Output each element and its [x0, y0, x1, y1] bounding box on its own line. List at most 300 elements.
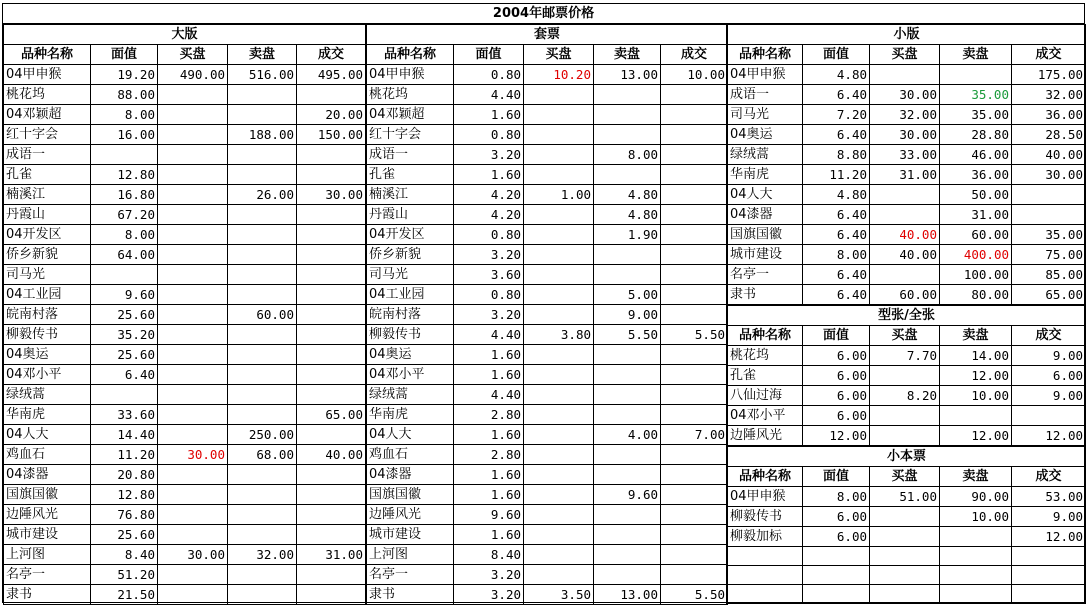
- table-row: [4, 185, 366, 205]
- price-cell: [661, 185, 728, 205]
- price-cell: 67.20: [91, 205, 158, 225]
- price-cell: 31.00: [940, 205, 1012, 225]
- table-row: [367, 545, 728, 565]
- table-row: [367, 205, 728, 225]
- header-row: [367, 45, 728, 65]
- price-cell: [940, 547, 1012, 566]
- price-cell: 30.00: [870, 125, 940, 145]
- item-name-cell: 边陲风光: [728, 426, 803, 446]
- item-name-cell: 华南虎: [4, 405, 91, 425]
- price-cell: 31.00: [297, 545, 366, 565]
- table-row: [367, 305, 728, 325]
- price-cell: [1012, 547, 1086, 566]
- price-cell: [803, 547, 870, 566]
- price-cell: [297, 145, 366, 165]
- price-cell: [297, 285, 366, 305]
- price-cell: 25.60: [91, 525, 158, 545]
- price-cell: 10.00: [940, 507, 1012, 527]
- item-name-cell: 名亭一: [728, 265, 803, 285]
- price-cell: 12.80: [91, 165, 158, 185]
- column-header: 卖盘: [940, 467, 1012, 487]
- price-cell: 0.80: [454, 125, 524, 145]
- price-cell: 5.50: [594, 325, 661, 345]
- price-cell: [594, 525, 661, 545]
- price-cell: 30.00: [158, 545, 228, 565]
- item-name-cell: [728, 585, 803, 604]
- price-cell: [661, 125, 728, 145]
- price-cell: [661, 265, 728, 285]
- price-cell: [524, 505, 594, 525]
- price-cell: 150.00: [297, 125, 366, 145]
- price-cell: [1012, 205, 1086, 225]
- price-cell: [228, 225, 297, 245]
- price-cell: [594, 85, 661, 105]
- price-cell: 8.00: [803, 245, 870, 265]
- price-cell: 60.00: [940, 225, 1012, 245]
- price-cell: [228, 405, 297, 425]
- price-cell: [661, 85, 728, 105]
- table-row: [728, 585, 1086, 604]
- item-name-cell: 司马光: [4, 265, 91, 285]
- price-cell: 13.00: [594, 65, 661, 85]
- price-sheet: [2, 3, 1085, 603]
- table-row: [728, 346, 1086, 366]
- item-name-cell: 04奥运: [367, 345, 454, 365]
- item-name-cell: 国旗国徽: [4, 485, 91, 505]
- price-cell: 3.20: [454, 245, 524, 265]
- item-name-cell: 孔雀: [367, 165, 454, 185]
- price-cell: 3.20: [454, 145, 524, 165]
- price-cell: [158, 345, 228, 365]
- table-row: [728, 426, 1086, 446]
- item-name-cell: 名亭一: [4, 565, 91, 585]
- price-cell: 250.00: [228, 425, 297, 445]
- price-cell: 60.00: [870, 285, 940, 305]
- price-cell: [158, 585, 228, 605]
- table-xiaobenpiao: [727, 446, 1086, 604]
- price-cell: 6.40: [803, 225, 870, 245]
- table-row: [367, 265, 728, 285]
- item-name-cell: 丹霞山: [367, 205, 454, 225]
- price-cell: [594, 165, 661, 185]
- price-cell: [228, 265, 297, 285]
- price-cell: 88.00: [91, 85, 158, 105]
- table-row: [728, 165, 1086, 185]
- price-cell: [594, 505, 661, 525]
- price-cell: 68.00: [228, 445, 297, 465]
- item-name-cell: 04工业园: [367, 285, 454, 305]
- item-name-cell: 成语一: [367, 145, 454, 165]
- price-cell: 8.40: [454, 545, 524, 565]
- price-cell: [228, 85, 297, 105]
- price-cell: [940, 406, 1012, 426]
- price-cell: 5.50: [661, 585, 728, 605]
- price-cell: 14.00: [940, 346, 1012, 366]
- price-cell: [661, 505, 728, 525]
- table-row: [367, 525, 728, 545]
- price-cell: 0.80: [454, 65, 524, 85]
- panel-dab: [3, 24, 365, 605]
- price-cell: 490.00: [158, 65, 228, 85]
- item-name-cell: 司马光: [367, 265, 454, 285]
- price-cell: [158, 565, 228, 585]
- price-cell: [158, 425, 228, 445]
- price-cell: 32.00: [870, 105, 940, 125]
- price-cell: [158, 305, 228, 325]
- table-row: [4, 245, 366, 265]
- price-cell: 8.00: [594, 145, 661, 165]
- table-row: [4, 325, 366, 345]
- item-name-cell: 绿绒蒿: [367, 385, 454, 405]
- item-name-cell: 国旗国徽: [728, 225, 803, 245]
- price-cell: 30.00: [158, 445, 228, 465]
- column-header: 卖盘: [940, 45, 1012, 65]
- price-cell: [524, 525, 594, 545]
- price-cell: [524, 245, 594, 265]
- price-cell: 1.60: [454, 525, 524, 545]
- item-name-cell: 隶书: [367, 585, 454, 605]
- price-cell: 10.00: [940, 386, 1012, 406]
- item-name-cell: 侨乡新貌: [367, 245, 454, 265]
- price-cell: [524, 465, 594, 485]
- item-name-cell: 04邓小平: [728, 406, 803, 426]
- price-cell: [870, 406, 940, 426]
- price-cell: [524, 165, 594, 185]
- price-cell: 75.00: [1012, 245, 1086, 265]
- price-cell: 12.00: [1012, 426, 1086, 446]
- price-cell: 65.00: [297, 405, 366, 425]
- table-row: [4, 505, 366, 525]
- price-cell: 400.00: [940, 245, 1012, 265]
- price-cell: [661, 225, 728, 245]
- price-cell: 6.40: [803, 85, 870, 105]
- price-cell: [870, 265, 940, 285]
- header-row: [728, 467, 1086, 487]
- price-cell: [297, 345, 366, 365]
- price-cell: [661, 165, 728, 185]
- price-cell: [870, 566, 940, 585]
- price-cell: 19.20: [91, 65, 158, 85]
- panel-right: [726, 24, 1085, 604]
- table-row: [367, 185, 728, 205]
- table-row: [367, 85, 728, 105]
- table-row: [4, 365, 366, 385]
- table-row: [4, 205, 366, 225]
- section-label: 型张/全张: [728, 306, 1086, 326]
- price-cell: 9.00: [1012, 507, 1086, 527]
- item-name-cell: 柳毅传书: [4, 325, 91, 345]
- price-cell: [870, 547, 940, 566]
- price-cell: [158, 185, 228, 205]
- price-cell: [661, 105, 728, 125]
- table-row: [4, 445, 366, 465]
- table-row: [4, 425, 366, 445]
- section-label: 套票: [367, 25, 728, 45]
- column-header: 面值: [803, 45, 870, 65]
- price-cell: [661, 365, 728, 385]
- price-cell: 188.00: [228, 125, 297, 145]
- price-cell: 25.60: [91, 305, 158, 325]
- table-row: [728, 527, 1086, 547]
- table-row: [367, 585, 728, 605]
- item-name-cell: 红十字会: [367, 125, 454, 145]
- table-row: [728, 547, 1086, 566]
- price-cell: [297, 225, 366, 245]
- item-name-cell: 04漆器: [728, 205, 803, 225]
- item-name-cell: 桃花坞: [728, 346, 803, 366]
- item-name-cell: 侨乡新貌: [4, 245, 91, 265]
- price-cell: [594, 365, 661, 385]
- price-cell: [1012, 585, 1086, 604]
- item-name-cell: 04开发区: [4, 225, 91, 245]
- price-cell: [524, 285, 594, 305]
- item-name-cell: 隶书: [4, 585, 91, 605]
- price-cell: 8.20: [870, 386, 940, 406]
- price-cell: [297, 85, 366, 105]
- price-cell: [524, 145, 594, 165]
- price-cell: 6.40: [803, 285, 870, 305]
- price-cell: 16.00: [91, 125, 158, 145]
- price-cell: 21.50: [91, 585, 158, 605]
- item-name-cell: 04甲申猴: [4, 65, 91, 85]
- price-cell: 6.40: [803, 205, 870, 225]
- price-cell: 80.00: [940, 285, 1012, 305]
- price-cell: [803, 566, 870, 585]
- price-cell: 46.00: [940, 145, 1012, 165]
- price-cell: 85.00: [1012, 265, 1086, 285]
- price-cell: 9.60: [454, 505, 524, 525]
- price-cell: [594, 565, 661, 585]
- price-cell: 175.00: [1012, 65, 1086, 85]
- price-cell: [1012, 185, 1086, 205]
- price-cell: [661, 305, 728, 325]
- table-row: [4, 545, 366, 565]
- column-header: 买盘: [870, 45, 940, 65]
- table-row: [367, 505, 728, 525]
- price-cell: [158, 165, 228, 185]
- price-cell: [524, 385, 594, 405]
- table-row: [367, 365, 728, 385]
- column-header: 成交: [1012, 45, 1086, 65]
- table-row: [4, 345, 366, 365]
- price-cell: 20.00: [297, 105, 366, 125]
- price-cell: [158, 525, 228, 545]
- price-cell: [524, 85, 594, 105]
- price-cell: [297, 425, 366, 445]
- price-cell: [524, 425, 594, 445]
- column-header: 品种名称: [4, 45, 91, 65]
- price-cell: 4.00: [594, 425, 661, 445]
- table-row: [4, 385, 366, 405]
- table-row: [728, 85, 1086, 105]
- price-cell: 4.80: [803, 65, 870, 85]
- table-row: [4, 585, 366, 605]
- table-row: [4, 525, 366, 545]
- price-cell: [661, 465, 728, 485]
- table-row: [4, 85, 366, 105]
- price-cell: [524, 345, 594, 365]
- price-cell: 100.00: [940, 265, 1012, 285]
- item-name-cell: 名亭一: [367, 565, 454, 585]
- item-name-cell: 绿绒蒿: [728, 145, 803, 165]
- price-cell: [524, 545, 594, 565]
- price-cell: 3.80: [524, 325, 594, 345]
- column-header: 面值: [454, 45, 524, 65]
- price-cell: 28.50: [1012, 125, 1086, 145]
- price-cell: 9.60: [594, 485, 661, 505]
- price-cell: [228, 145, 297, 165]
- table-row: [4, 165, 366, 185]
- price-cell: 1.60: [454, 465, 524, 485]
- price-cell: 3.60: [454, 265, 524, 285]
- item-name-cell: 皖南村落: [367, 305, 454, 325]
- price-cell: [524, 485, 594, 505]
- table-row: [4, 125, 366, 145]
- column-header: 品种名称: [367, 45, 454, 65]
- item-name-cell: 孔雀: [728, 366, 803, 386]
- price-cell: 40.00: [1012, 145, 1086, 165]
- table-row: [367, 225, 728, 245]
- price-cell: [297, 365, 366, 385]
- table-xingzhang: [727, 305, 1086, 446]
- price-cell: 8.00: [91, 225, 158, 245]
- price-cell: [524, 365, 594, 385]
- price-cell: 3.20: [454, 585, 524, 605]
- table-xiaoban: [727, 24, 1086, 305]
- price-cell: 4.20: [454, 185, 524, 205]
- table-row: [367, 405, 728, 425]
- table-row: [728, 566, 1086, 585]
- table-row: [367, 325, 728, 345]
- price-cell: 31.00: [870, 165, 940, 185]
- price-cell: 2.80: [454, 445, 524, 465]
- price-cell: 30.00: [1012, 165, 1086, 185]
- price-cell: [228, 325, 297, 345]
- table-row: [367, 345, 728, 365]
- price-cell: [228, 565, 297, 585]
- table-row: [728, 185, 1086, 205]
- table-dab: [3, 24, 366, 605]
- column-header: 卖盘: [594, 45, 661, 65]
- column-header: 品种名称: [728, 326, 803, 346]
- price-cell: [297, 165, 366, 185]
- item-name-cell: 丹霞山: [4, 205, 91, 225]
- price-cell: 516.00: [228, 65, 297, 85]
- price-cell: 33.60: [91, 405, 158, 425]
- price-cell: 3.50: [524, 585, 594, 605]
- price-cell: [297, 485, 366, 505]
- price-cell: 6.00: [1012, 366, 1086, 386]
- price-cell: [870, 585, 940, 604]
- price-cell: [594, 345, 661, 365]
- table-row: [367, 65, 728, 85]
- price-cell: 6.40: [91, 365, 158, 385]
- price-cell: 6.40: [803, 125, 870, 145]
- item-name-cell: 边陲风光: [367, 505, 454, 525]
- price-cell: 30.00: [870, 85, 940, 105]
- price-cell: 35.20: [91, 325, 158, 345]
- price-cell: [297, 505, 366, 525]
- price-cell: 7.70: [870, 346, 940, 366]
- column-header: 品种名称: [728, 45, 803, 65]
- table-row: [4, 145, 366, 165]
- price-cell: [870, 527, 940, 547]
- price-cell: [594, 545, 661, 565]
- item-name-cell: 桃花坞: [367, 85, 454, 105]
- item-name-cell: 04甲申猴: [728, 487, 803, 507]
- price-cell: [158, 265, 228, 285]
- price-cell: 6.00: [803, 346, 870, 366]
- item-name-cell: 上河图: [4, 545, 91, 565]
- price-cell: 7.20: [803, 105, 870, 125]
- price-cell: 90.00: [940, 487, 1012, 507]
- table-row: [728, 205, 1086, 225]
- price-cell: 16.80: [91, 185, 158, 205]
- item-name-cell: 04人大: [4, 425, 91, 445]
- header-row: [4, 45, 366, 65]
- price-cell: 10.20: [524, 65, 594, 85]
- table-row: [367, 165, 728, 185]
- price-cell: 36.00: [940, 165, 1012, 185]
- item-name-cell: 桃花坞: [4, 85, 91, 105]
- price-cell: [228, 485, 297, 505]
- price-cell: [228, 585, 297, 605]
- item-name-cell: 孔雀: [4, 165, 91, 185]
- price-cell: [297, 385, 366, 405]
- price-cell: [594, 105, 661, 125]
- price-cell: 9.00: [1012, 346, 1086, 366]
- table-row: [4, 105, 366, 125]
- price-cell: [870, 507, 940, 527]
- table-row: [728, 265, 1086, 285]
- item-name-cell: 鸡血石: [4, 445, 91, 465]
- table-row: [728, 225, 1086, 245]
- item-name-cell: 04奥运: [4, 345, 91, 365]
- item-name-cell: 八仙过海: [728, 386, 803, 406]
- price-cell: [870, 185, 940, 205]
- item-name-cell: 04邓小平: [367, 365, 454, 385]
- header-row: [728, 45, 1086, 65]
- price-cell: 51.20: [91, 565, 158, 585]
- price-cell: [158, 225, 228, 245]
- column-header: 买盘: [524, 45, 594, 65]
- item-name-cell: 04奥运: [728, 125, 803, 145]
- table-row: [367, 445, 728, 465]
- price-cell: 6.00: [803, 507, 870, 527]
- item-name-cell: 04甲申猴: [367, 65, 454, 85]
- price-cell: 1.60: [454, 345, 524, 365]
- price-cell: [297, 265, 366, 285]
- column-header: 面值: [803, 326, 870, 346]
- table-row: [4, 465, 366, 485]
- price-cell: [594, 265, 661, 285]
- item-name-cell: 华南虎: [728, 165, 803, 185]
- price-cell: 33.00: [870, 145, 940, 165]
- table-row: [367, 125, 728, 145]
- panel-taopiao: [365, 24, 727, 605]
- price-cell: [661, 525, 728, 545]
- item-name-cell: 隶书: [728, 285, 803, 305]
- price-cell: 11.20: [803, 165, 870, 185]
- price-cell: 50.00: [940, 185, 1012, 205]
- column-header: 成交: [661, 45, 728, 65]
- price-cell: 5.50: [661, 325, 728, 345]
- price-cell: [297, 565, 366, 585]
- price-cell: [661, 145, 728, 165]
- table-row: [728, 366, 1086, 386]
- price-cell: 7.00: [661, 425, 728, 445]
- price-cell: [661, 285, 728, 305]
